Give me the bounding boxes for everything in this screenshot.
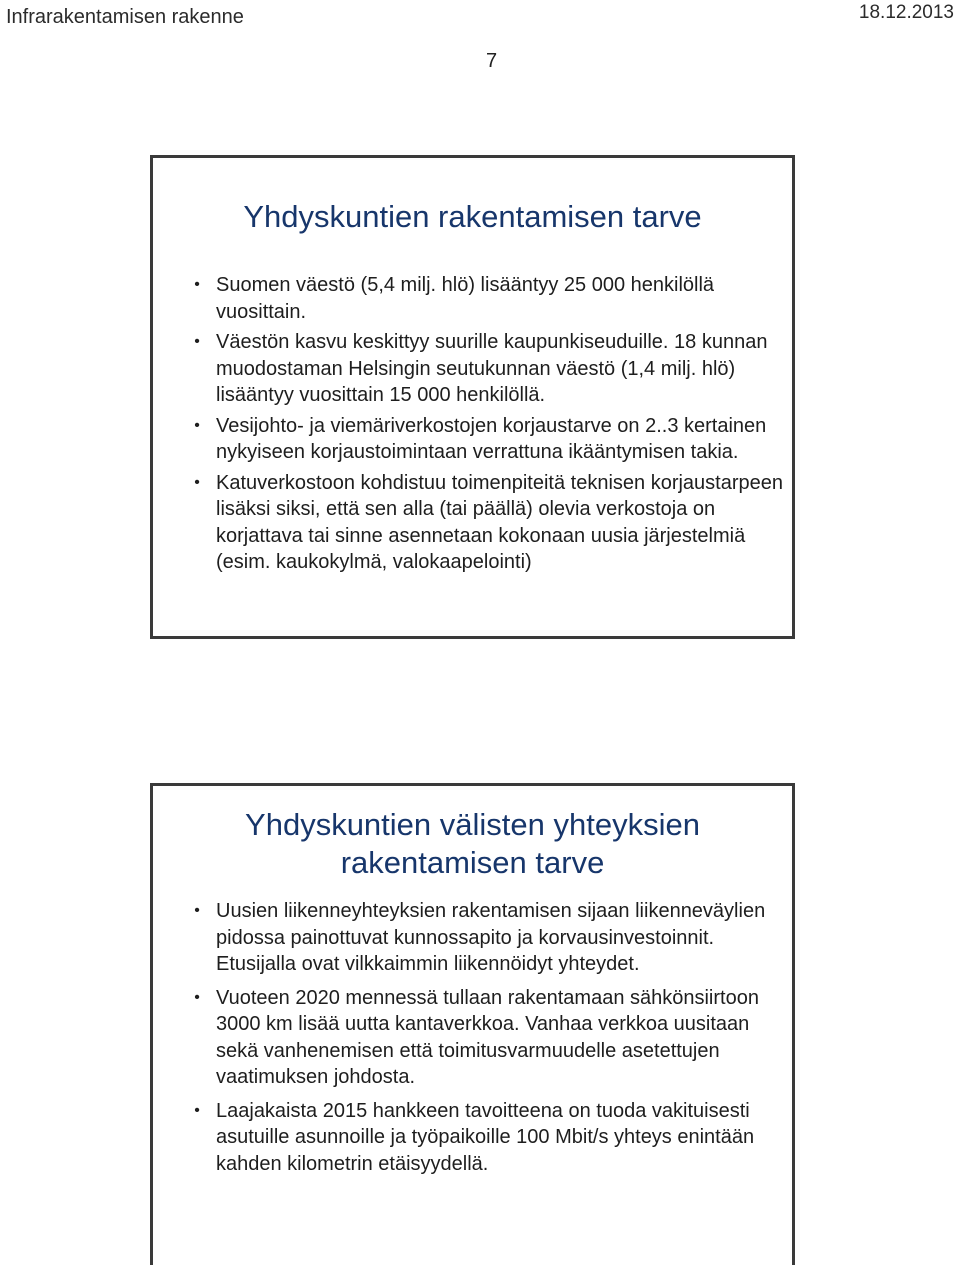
bullet-dot-icon: •: [194, 333, 200, 350]
page-number: 7: [485, 50, 498, 72]
bullet-text: Väestön kasvu keskittyy suurille kaupunkiseuduille. 18 kunnan muodostaman Helsingin seutukunnan väestö (1,4 milj. hlö) lisääntyy vuosittain 15 000 henkilöllä.: [216, 331, 768, 406]
bullet-item: [187, 272, 787, 325]
bullet-dot-icon: •: [194, 1101, 200, 1119]
slide-2-bullet-list: [187, 898, 787, 1184]
bullet-item: [187, 1098, 787, 1178]
document-header-title: Infrarakentamisen rakenne: [6, 6, 244, 28]
bullet-text: Uusien liikenneyhteyksien rakentamisen sijaan liikenneväylien pidossa painottuvat kunnossapito ja korvausinvestoinnit. Etusijalla ovat vilkkaimmin liikennöidyt yhteydet.: [216, 900, 766, 975]
bullet-item: [187, 985, 787, 1091]
slide-2-title-line-2: rakentamisen tarve: [340, 845, 605, 880]
bullet-item: [187, 898, 787, 978]
bullet-dot-icon: •: [194, 473, 200, 491]
bullet-text: Vesijohto- ja viemäriverkostojen korjaustarve on 2..3 kertainen nykyiseen korjaustoimintaan verrattuna ikääntymisen takia.: [216, 414, 767, 463]
slide-2-title-line-1: Yhdyskuntien välisten yhteyksien: [245, 807, 700, 842]
bullet-item: [187, 413, 787, 466]
slide-1-bullet-list: [187, 272, 787, 580]
slide-1: [150, 155, 795, 639]
slide-1-title: Yhdyskuntien rakentamisen tarve: [243, 199, 702, 234]
slide-2: [150, 783, 795, 1265]
bullet-text: Vuoteen 2020 mennessä tullaan rakentamaan sähkönsiirtoon 3000 km lisää uutta kantaverkkoa. Vanhaa verkkoa uusitaan sekä vanhenemisen että toimitusvarmuudelle asetettujen vaatimuksen johdosta.: [216, 986, 759, 1088]
bullet-item: [187, 329, 787, 409]
bullet-text: Katuverkostoon kohdistuu toimenpiteitä teknisen korjaustarpeen lisäksi siksi, että sen alla (tai päällä) olevia verkostoja on korjattava tai sinne asennetaan kokonaan uusia järjestelmiä (esim. kaukokylmä, valokaapelointi): [216, 471, 784, 573]
bullet-dot-icon: •: [194, 276, 200, 293]
bullet-text: Suomen väestö (5,4 milj. hlö) lisääntyy 25 000 henkilöllä vuosittain.: [216, 274, 715, 323]
bullet-dot-icon: •: [194, 416, 200, 434]
bullet-item: [187, 470, 787, 576]
bullet-dot-icon: •: [194, 902, 200, 919]
bullet-dot-icon: •: [194, 988, 200, 1006]
bullet-text: Laajakaista 2015 hankkeen tavoitteena on tuoda vakituisesti asutuille asunnoille ja työpaikoille 100 Mbit/s yhteys enintään kahden kilometrin etäisyydellä.: [216, 1099, 755, 1175]
slide-2-title: [153, 806, 792, 882]
document-header-date: 18.12.2013: [858, 2, 954, 23]
